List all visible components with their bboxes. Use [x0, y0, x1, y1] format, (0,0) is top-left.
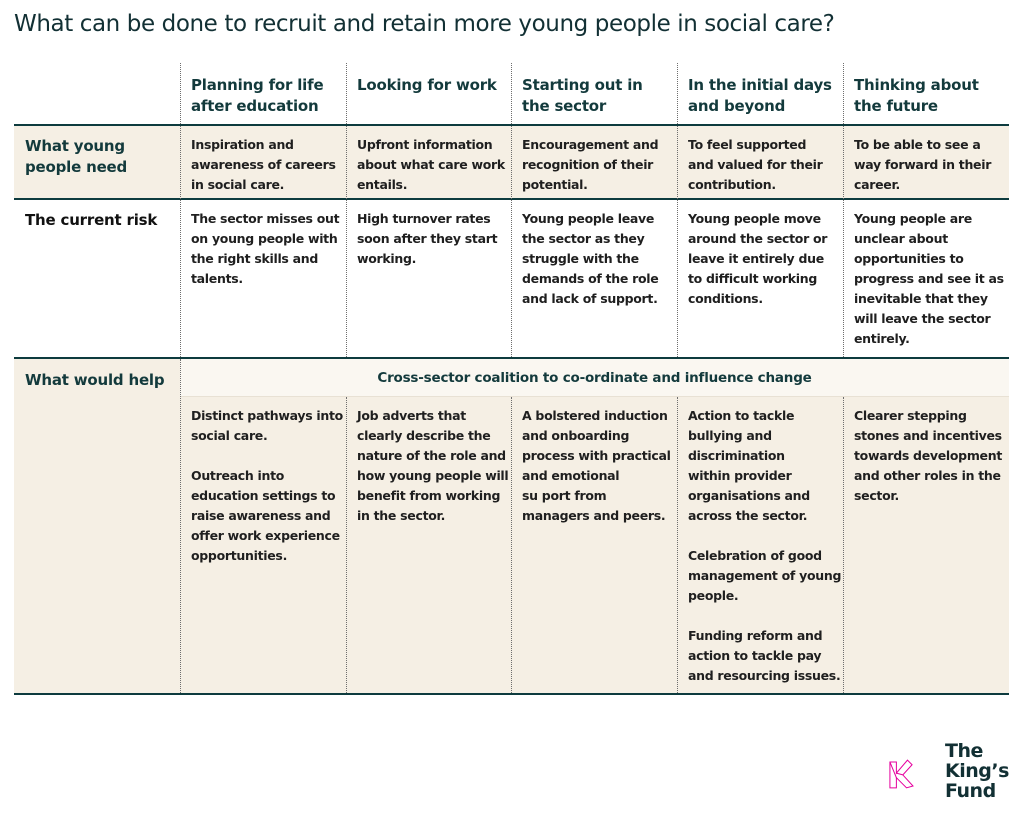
column-header-looking: Looking for work [357, 76, 497, 94]
column-divider [511, 63, 512, 124]
logo-line-1: The [945, 740, 983, 762]
help-cell-future: Clearer stepping stones and incentives towards development and other roles in the sector. [854, 408, 1002, 503]
page-title: What can be done to recruit and retain more young people in social care? [14, 11, 835, 37]
row-label-needs: What young people need [25, 137, 128, 176]
column-divider [180, 63, 181, 124]
help-cell-looking: Job adverts that clearly describe the nature of the role and how young people will benefit from working in the sector. [357, 408, 509, 523]
kings-fund-logo-mark [889, 742, 949, 806]
needs-cell-future: To be able to see a way forward in their career. [854, 137, 992, 192]
needs-cell-planning: Inspiration and awareness of careers in social care. [191, 137, 336, 192]
risk-cell-future: Young people are unclear about opportunities to progress and see it as inevitable that they will leave the sector entirely. [854, 211, 1004, 346]
risk-cell-planning: The sector misses out on young people with the right skills and talents. [191, 211, 340, 286]
column-divider [511, 397, 512, 693]
logo-line-3: Fund [945, 780, 996, 802]
row-label-risk: The current risk [25, 211, 158, 229]
help-cell-starting: A bolstered induction and onboarding process with practical and emotional su port from managers and peers. [522, 408, 671, 523]
logo-line-2: King’s [945, 760, 1009, 782]
help-cell-planning: Distinct pathways into social care. Outreach into education settings to raise awareness and offer work experience opportunities. [191, 408, 343, 563]
risk-cell-starting: Young people leave the sector as they struggle with the demands of the role and lack of support. [522, 211, 659, 306]
column-divider [677, 397, 678, 693]
column-divider [511, 126, 512, 357]
column-divider [346, 126, 347, 357]
needs-cell-looking: Upfront information about what care work entails. [357, 137, 505, 192]
needs-cell-starting: Encouragement and recognition of their potential. [522, 137, 659, 192]
row-label-help: What would help [25, 371, 165, 389]
column-divider [346, 63, 347, 124]
needs-cell-initial-days: To feel supported and valued for their contribution. [688, 137, 823, 192]
column-header-planning: Planning for life after education [191, 76, 324, 115]
risk-cell-looking: High turnover rates soon after they start working. [357, 211, 498, 266]
coalition-banner: Cross-sector coalition to co-ordinate and influence change [180, 359, 1009, 397]
column-header-starting: Starting out in the sector [522, 76, 643, 115]
column-divider [843, 63, 844, 124]
column-header-initial-days: In the initial days and beyond [688, 76, 832, 115]
column-divider [677, 126, 678, 357]
help-cell-initial-days: Action to tackle bullying and discrimination within provider organisations and across the sector. Celebration of good management of young people. Funding reform and action to tackle pay and resourcing issues. [688, 408, 842, 683]
column-divider [843, 126, 844, 357]
risk-cell-initial-days: Young people move around the sector or leave it entirely due to difficult working conditions. [688, 211, 828, 306]
column-divider [180, 126, 181, 357]
column-divider [346, 397, 347, 693]
column-divider [180, 359, 181, 693]
kings-fund-wordmark [945, 741, 1009, 801]
column-divider [677, 63, 678, 124]
column-divider [843, 397, 844, 693]
column-header-future: Thinking about the future [854, 76, 979, 115]
